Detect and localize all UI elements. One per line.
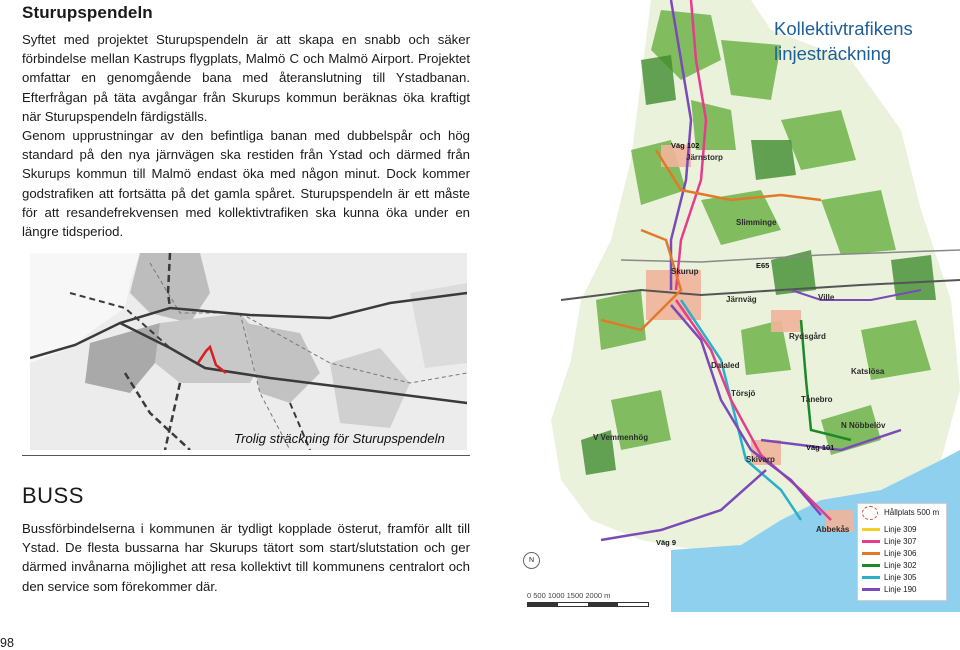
label-abbekas: Abbekås xyxy=(816,525,850,534)
label-torsjo: Törsjö xyxy=(731,389,756,398)
scale-label: 0 500 1000 1500 2000 m xyxy=(527,591,611,600)
line-swatch-icon xyxy=(862,564,880,567)
label-dalaled: Dalaled xyxy=(711,361,740,370)
legend-line: Linje 302 xyxy=(862,560,916,571)
legend-hallplats: Hållplats 500 m xyxy=(862,507,939,518)
label-slimminge: Slimminge xyxy=(736,218,777,227)
map-title xyxy=(774,16,913,66)
legend-line: Linje 190 xyxy=(862,584,916,595)
label-e65: E65 xyxy=(756,261,770,270)
map-title-line1: Kollektivtrafikens xyxy=(774,18,913,39)
paragraph-intro: Syftet med projektet Sturupspendeln är att skapa en snabb och säker förbindelse mellan Kastrups flygplats, Malmö C och Malmö Airport. Projektet omfattar en genomgående bana med återanslutning till Ystadbanan. Efterfrågan på täta avgångar från Skurups kommun beräknas öka kraftigt när Sturupspendeln färdigställs. xyxy=(22,32,470,124)
label-katslosa: Katslösa xyxy=(851,367,885,376)
label-jarnstorp: Järnstorp xyxy=(686,153,723,162)
line-swatch-icon xyxy=(862,576,880,579)
label-v-vemmenhog: V Vemmenhög xyxy=(593,433,649,442)
line-swatch-icon xyxy=(862,540,880,543)
north-arrow-icon: N xyxy=(523,552,540,569)
legend-line: Linje 306 xyxy=(862,548,916,559)
scale-bar xyxy=(527,602,649,607)
label-skurup: Skurup xyxy=(671,267,699,276)
label-vag101: Väg 101 xyxy=(806,443,835,452)
page-number: 98 xyxy=(0,636,14,650)
line-swatch-icon xyxy=(862,528,880,531)
label-tanebro: Tånebro xyxy=(801,395,833,404)
legend-line: Linje 309 xyxy=(862,524,916,535)
label-skivarp: Skivarp xyxy=(746,455,775,464)
line-swatch-icon xyxy=(862,552,880,555)
legend-line: Linje 305 xyxy=(862,572,916,583)
map-caption: Trolig sträckning för Sturupspendeln xyxy=(234,431,445,446)
label-vag9: Väg 9 xyxy=(656,538,677,547)
legend-line: Linje 307 xyxy=(862,536,916,547)
paragraph-upgrade: Genom upprustningar av den befintliga banan med dubbelspår och hög standard på den nya järnvägen ska restiden från Ystad och därmed från Skurups kommun till Malmö endast öka med någon minut. Dock kommer godstrafiken att fortsätta på det gamla spåret. Sturupspendeln är ett måste för att resandefrekvensen med kollektivtrafiken ska kunna öka under en längre tidsperiod. xyxy=(22,128,470,240)
page-title: Sturupspendeln xyxy=(22,3,153,22)
caption-rule xyxy=(22,455,470,456)
section-heading-buss: BUSS xyxy=(22,483,84,508)
label-rydsgard: Rydsgård xyxy=(789,332,826,341)
label-jarnvag: Järnväg xyxy=(726,295,757,304)
stop-radius-icon xyxy=(862,506,878,520)
paragraph-bus: Bussförbindelserna i kommunen är tydligt kopplade österut, framför allt till Ystad. De flesta bussarna har Skurups tätort som start/slutstation och ger därmed invånarna möjlighet att resa kollektivt till kommunens centralort och den service som förekommer där. xyxy=(22,521,470,594)
label-vag102: Väg 102 xyxy=(671,141,700,150)
map-title-line2: linjesträckning xyxy=(774,43,892,64)
line-swatch-icon xyxy=(862,588,880,591)
map-legend xyxy=(857,503,947,601)
sturupspendeln-route-map xyxy=(30,253,467,450)
label-n-nobbelov: N Nöbbelöv xyxy=(841,421,886,430)
label-ville: Ville xyxy=(818,293,835,302)
